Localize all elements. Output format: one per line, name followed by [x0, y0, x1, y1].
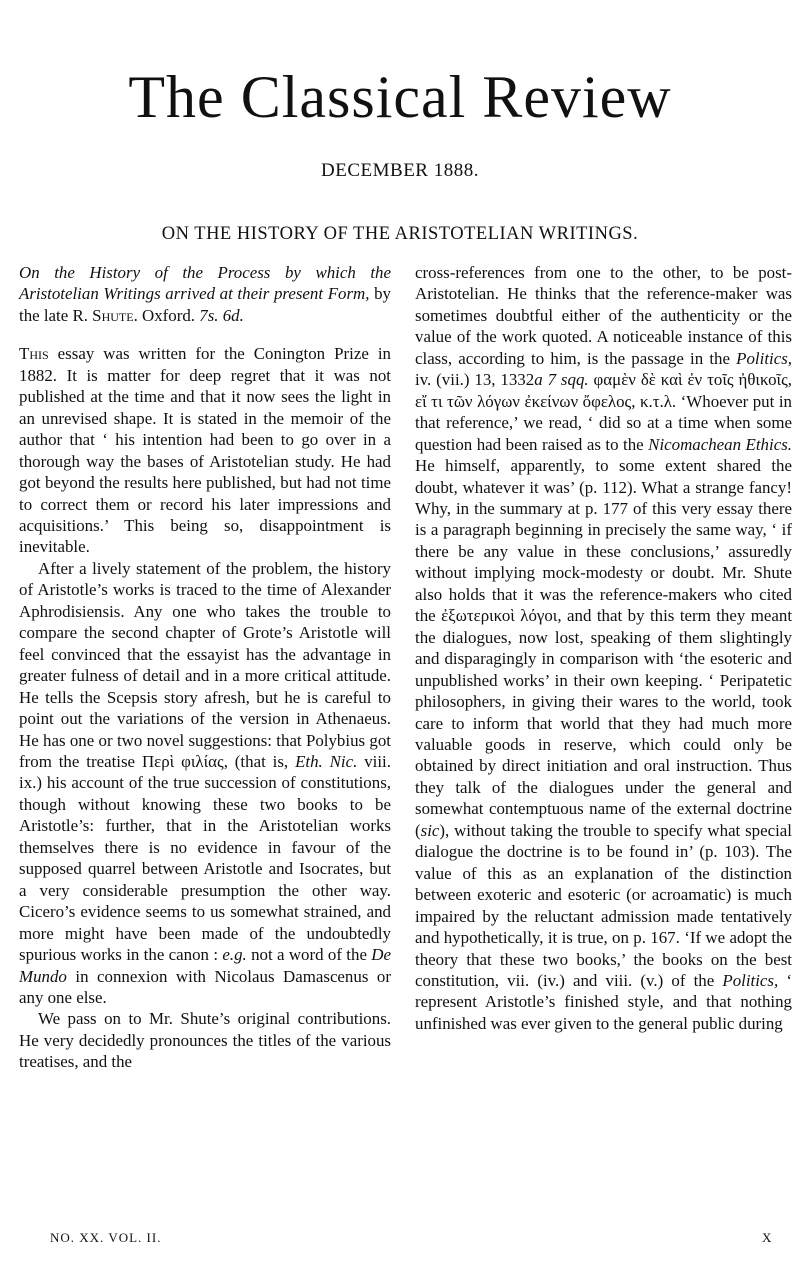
paragraph-2 [19, 558, 391, 1009]
right-text-b: iv. (vii.) 13, 1332 [415, 370, 535, 390]
paragraph-2-text-a: After a lively statement of the problem, the history of Aristotle’s works is traced to the time of Alexander Aphrodisiensis. Any one who takes the trouble to compare the second chapter of Grote’s Aristotle will feel convinced that the essayist has the advantage in greater fulness of detail and in a more critical attitude. He tells the Scepsis story afresh, but he is careful to point out the variations of the version in Athenaeus. He has one or two novel suggestions: that Polybius got from the treatise [19, 558, 391, 771]
paragraph-3-continued [415, 262, 792, 1034]
author-prefix: by the late R. [19, 284, 391, 325]
greek-quotation-1: φαμὲν δὲ καὶ ἐν τοῖς ἠθικοῖς, εἴ τι τῶν λόγων ἐκείνων ὄφελος, κ.τ.λ. [415, 370, 792, 411]
paragraph-1-text: essay was written for the Conington Prize in 1882. It is matter for deep regret that it was not published at the time and that it now sees the light in an unrevised shape. It is stated in the memoir of the author that ‘ his intention had been to go over in a thorough way the bases of Aristotelian study. He had got beyond the results here published, but had not time to correct them or record his later impressions and acquisitions.’ This being so, disappointment is inevitable. [19, 344, 391, 557]
sqq-abbrev: 7 sqq. [542, 370, 589, 390]
eg-abbrev: e.g. [222, 945, 247, 965]
politics-ref-1: Politics, [736, 348, 792, 368]
journal-title: The Classical Review [128, 64, 672, 130]
right-text-f: ), without taking the trouble to specify what special dialogue the doctrine is to be found in’ (p. 103). The value of this as an explanation of the distinction between exoteric and esoteric (or acroamatic) is much impaired by the reluctant admission made tentatively and hypothetically, it is true, on p. 167. ‘If we adopt the theory that these two books,’ the books on the best constitution, vii. (iv.) and viii. (v.) of the [415, 820, 792, 990]
paragraph-2-text-c: viii. ix.) his account of the true succession of constitutions, though without knowing these two books to be Aristotle’s: further, that in the Aristotelian works themselves there is no evidence in favour of the supposed quarrel between Aristotle and Isocrates, but a very considerable presumption the other way. Cicero’s evidence seems to us somewhat strained, and more might have been made of the undoubtedly spurious works in the canon : [19, 751, 391, 965]
signature-line: NO. XX. VOL. II. [50, 1230, 162, 1245]
paragraph-1 [19, 343, 391, 558]
book-notice [19, 262, 391, 326]
right-column [415, 262, 792, 1034]
greek-peri-philias: Περὶ φιλίας [141, 751, 224, 771]
paragraph-2-text-b: , (that is, [223, 751, 296, 771]
de-mundo-ref: De Mundo [19, 945, 391, 986]
book-author: Shute [92, 305, 134, 325]
sheet-mark: X [762, 1230, 772, 1245]
paragraph-2-text-e: in connexion with Nicolaus Damascenus or any one else. [19, 966, 391, 1007]
right-text-c: ‘Whoever put in that reference,’ we read, ‘ did so at a time when some question had been raised as to the [415, 391, 792, 454]
eth-nic-ref: Eth. Nic. [295, 751, 358, 771]
right-text-a: cross-references from one to the other, to be post-Aristotelian. He thinks that the reference-maker was sometimes doubtful either of the authenticity or the value of the work quoted. A noticeable instance of this class, according to him, is the passage in the [415, 263, 792, 368]
paragraph-1-lead: This [19, 344, 49, 364]
right-text-g: ‘ represent Aristotle’s finished style, and that nothing unfinished was ever given to the general public during [415, 970, 792, 1033]
right-text-d: He himself, apparently, to some extent shared the doubt, whatever it was’ (p. 112). What a strange fancy! Why, in the summary at p. 177 of this very essay there is a paragraph beginning in precisely the same way, ‘ if there be any value in these conclusions,’ assuredly without implying mock-modesty or doubt. Mr. Shute also holds that it was the reference-makers who cited the [415, 456, 792, 626]
sic-note: sic [420, 820, 440, 840]
greek-quotation-2: ἐξωτερικοὶ λόγοι [441, 606, 558, 626]
book-title: On the History of the Process by which the Aristotelian Writings arrived at their present Form, [19, 263, 391, 304]
nicomachean-ethics-ref: Nicomachean Ethics. [648, 434, 792, 454]
article-title: ON THE HISTORY OF THE ARISTOTELIAN WRITINGS. [161, 224, 639, 244]
politics-ref-2: Politics, [722, 970, 779, 990]
book-price: 7s. 6d. [199, 305, 244, 325]
paragraph-2-text-d: not a word of the [246, 945, 372, 965]
right-text-e: , and that by this term they meant the dialogues, now lost, speaking of them slightingly and disparagingly in comparison with ‘the esoteric and unpublished works’ in their own keeping. ‘ Peripatetic philosophers, in giving their wares to the world, took care to inform that world that they had much more valuable goods in reserve, which could only be obtained by direct initiation and oral instruction. Thus they talk of the dialogues under the general and somewhat contemptuous name of the external doctrine ( [415, 606, 793, 840]
book-publisher: . Oxford. [133, 305, 200, 325]
issue-date: DECEMBER 1888. [321, 160, 479, 181]
bekker-column: a [534, 370, 543, 390]
left-column [19, 262, 391, 1073]
paragraph-3: We pass on to Mr. Shute’s original contributions. He very decidedly pronounces the titles of the various treatises, and the [19, 1009, 391, 1072]
